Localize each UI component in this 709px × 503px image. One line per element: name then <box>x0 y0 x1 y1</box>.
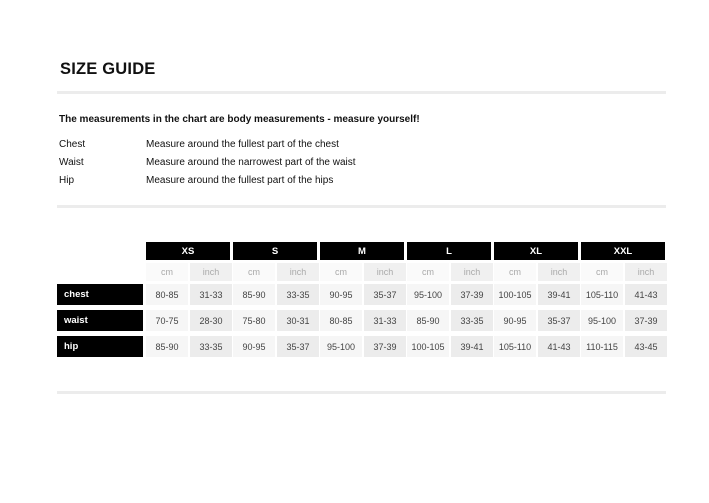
definition-row-hip <box>59 171 659 189</box>
table-cell-cm: 85-90 <box>407 310 449 331</box>
table-cell-inch: 39-41 <box>451 336 493 357</box>
size-header-xxl: XXL <box>581 242 665 260</box>
row-label-waist: waist <box>57 310 143 331</box>
page-title: SIZE GUIDE <box>60 60 156 78</box>
definition-row-waist <box>59 153 659 171</box>
definition-desc: Measure around the fullest part of the chest <box>146 138 339 150</box>
table-cell-cm: 90-95 <box>320 284 362 305</box>
definition-desc: Measure around the fullest part of the hips <box>146 174 334 186</box>
divider <box>57 91 666 94</box>
unit-cm-label: cm <box>581 263 623 281</box>
table-cell-cm: 80-85 <box>320 310 362 331</box>
definition-row-chest <box>59 135 659 153</box>
definition-desc: Measure around the narrowest part of the waist <box>146 156 356 168</box>
table-cell-cm: 105-110 <box>494 336 536 357</box>
definitions-list <box>59 135 659 189</box>
table-cell-inch: 37-39 <box>451 284 493 305</box>
unit-inch-label: inch <box>277 263 319 281</box>
table-cell-cm: 95-100 <box>407 284 449 305</box>
unit-inch-label: inch <box>364 263 406 281</box>
table-cell-inch: 37-39 <box>625 310 667 331</box>
table-cell-inch: 35-37 <box>364 284 406 305</box>
table-cell-cm: 75-80 <box>233 310 275 331</box>
definition-term: Chest <box>59 138 86 150</box>
size-header-xs: XS <box>146 242 230 260</box>
unit-inch-label: inch <box>538 263 580 281</box>
table-cell-cm: 110-115 <box>581 336 623 357</box>
row-label-hip: hip <box>57 336 143 357</box>
table-cell-cm: 105-110 <box>581 284 623 305</box>
table-cell-inch: 35-37 <box>277 336 319 357</box>
intro-text: The measurements in the chart are body measurements - measure yourself! <box>59 114 420 125</box>
table-cell-cm: 90-95 <box>494 310 536 331</box>
unit-cm-label: cm <box>233 263 275 281</box>
table-cell-cm: 95-100 <box>320 336 362 357</box>
unit-cm-label: cm <box>146 263 188 281</box>
unit-cm-label: cm <box>407 263 449 281</box>
table-cell-inch: 33-35 <box>190 336 232 357</box>
table-cell-inch: 43-45 <box>625 336 667 357</box>
table-cell-inch: 41-43 <box>625 284 667 305</box>
unit-inch-label: inch <box>190 263 232 281</box>
table-cell-cm: 70-75 <box>146 310 188 331</box>
size-header-xl: XL <box>494 242 578 260</box>
unit-cm-label: cm <box>494 263 536 281</box>
table-cell-inch: 31-33 <box>190 284 232 305</box>
table-cell-inch: 28-30 <box>190 310 232 331</box>
table-cell-cm: 90-95 <box>233 336 275 357</box>
table-cell-inch: 31-33 <box>364 310 406 331</box>
table-cell-inch: 37-39 <box>364 336 406 357</box>
table-cell-inch: 33-35 <box>277 284 319 305</box>
unit-inch-label: inch <box>625 263 667 281</box>
table-cell-inch: 41-43 <box>538 336 580 357</box>
size-header-m: M <box>320 242 404 260</box>
table-cell-cm: 100-105 <box>494 284 536 305</box>
table-cell-cm: 80-85 <box>146 284 188 305</box>
definition-term: Waist <box>59 156 84 168</box>
divider <box>57 205 666 208</box>
table-cell-inch: 39-41 <box>538 284 580 305</box>
table-cell-cm: 100-105 <box>407 336 449 357</box>
table-cell-cm: 85-90 <box>233 284 275 305</box>
unit-inch-label: inch <box>451 263 493 281</box>
size-header-l: L <box>407 242 491 260</box>
unit-cm-label: cm <box>320 263 362 281</box>
definition-term: Hip <box>59 174 75 186</box>
table-cell-cm: 85-90 <box>146 336 188 357</box>
table-cell-inch: 35-37 <box>538 310 580 331</box>
size-header-s: S <box>233 242 317 260</box>
divider <box>57 391 666 394</box>
table-cell-inch: 30-31 <box>277 310 319 331</box>
table-cell-cm: 95-100 <box>581 310 623 331</box>
row-label-chest: chest <box>57 284 143 305</box>
table-cell-inch: 33-35 <box>451 310 493 331</box>
